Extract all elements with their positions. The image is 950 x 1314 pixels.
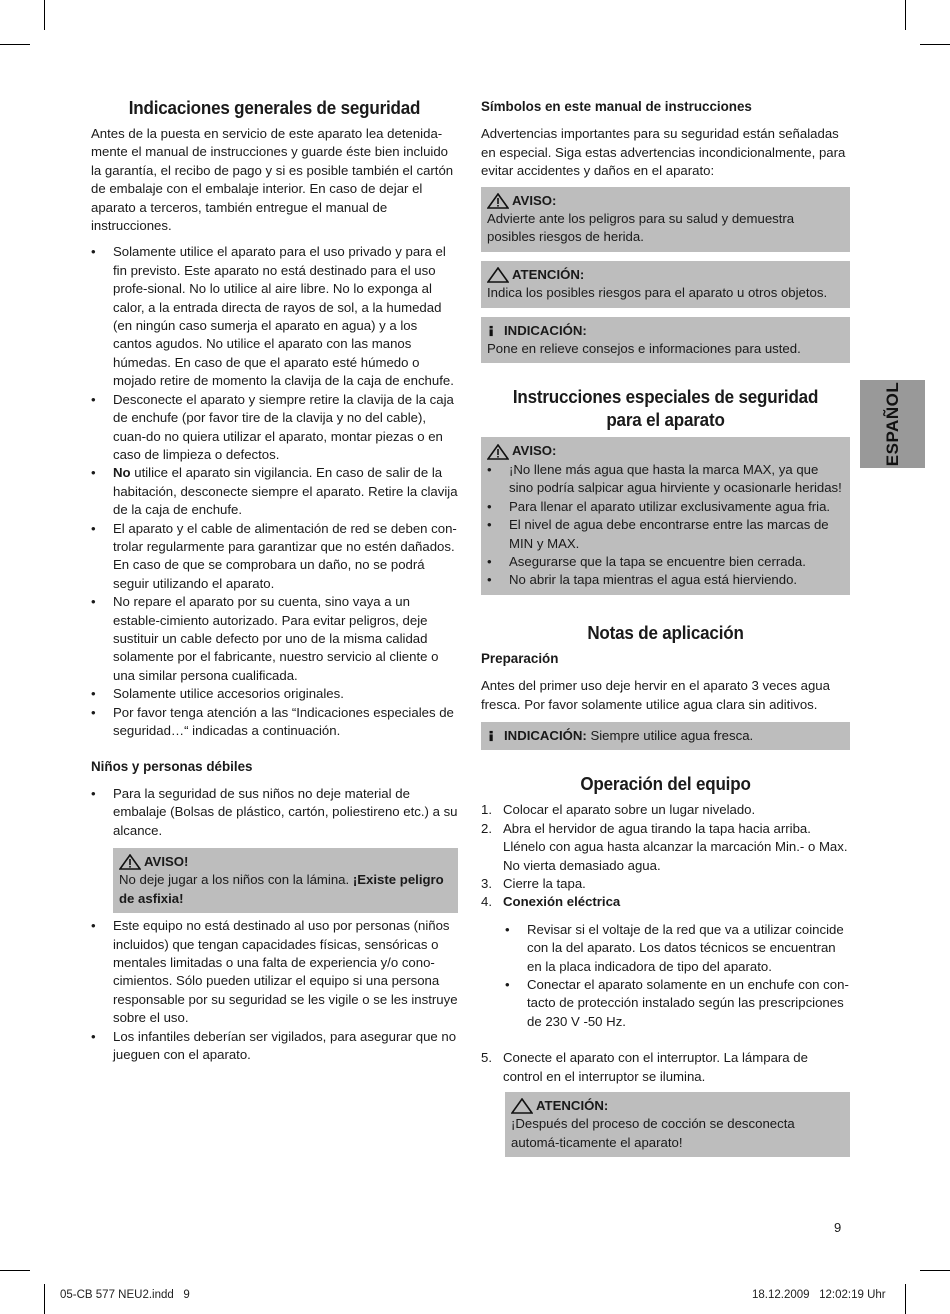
step-item: [481, 801, 850, 819]
step-item: [481, 875, 850, 893]
step-item: [481, 1049, 850, 1086]
page-number: 9: [834, 1220, 842, 1235]
list-item: • No abrir la tapa mientras el agua está hierviendo.: [487, 571, 844, 589]
left-column: [91, 96, 458, 1065]
final-atencion-box: [505, 1092, 850, 1157]
list-item: • Solamente utilice accesorios originales.: [91, 685, 458, 703]
list-item: • Este equipo no está destinado al uso por personas (niños incluidos) que tengan capacidades físicas, sensóricas o mentales limitadas o una falta de experiencia y/o cono-cimientos. Sólo pueden utilizar el equipo si una persona responsable por su seguridad se les vigile o se les instruye sobre el uso.: [91, 917, 458, 1027]
notas-title: Notas de aplicación: [587, 621, 744, 643]
crop-mark: [0, 1270, 30, 1271]
step-number: 5.: [481, 1050, 492, 1066]
box-title: AVISO:: [512, 443, 557, 459]
list-item: • Revisar si el voltaje de la red que va a utilizar coincide con la del aparato. Los datos técnicos se encuentran en la placa indicadora de tipo del aparato.: [505, 921, 850, 976]
especiales-title-line2: para el aparato: [606, 409, 725, 431]
box-title: AVISO:: [512, 192, 557, 208]
step-text: Colocar el aparato sobre un lugar nivelado.: [503, 802, 756, 818]
language-tab: [860, 380, 925, 468]
list-item: • Conectar el aparato solamente en un enchufe con con-tacto de protección instalado según las prescripciones de 230 V -50 Hz.: [505, 976, 850, 1031]
box-title: ATENCIÓN:: [512, 266, 585, 282]
indicacion-legend-box: [481, 317, 850, 364]
crop-mark: [44, 0, 45, 30]
especiales-aviso-box: [481, 437, 850, 594]
step-text: Conecte el aparato con el interruptor. La lámpara de control en el interruptor se ilumina.: [503, 1050, 808, 1084]
list-item: [91, 464, 458, 519]
list-item: • Por favor tenga atención a las “Indicaciones especiales de seguridad…“ indicadas a continuación.: [91, 704, 458, 741]
list-item: • Asegurarse que la tapa se encuentre bien cerrada.: [487, 553, 844, 571]
especiales-title: [496, 385, 835, 431]
list-item-text: utilice el aparato sin vigilancia. En caso de salir de la habitación, desconecte siempre el aparato. Retire la clavija de la caja de enchufe.: [113, 465, 458, 518]
aviso-title: AVISO!: [144, 854, 189, 870]
ninos-title: Niños y personas débiles: [91, 759, 253, 775]
step-item: [481, 893, 850, 911]
operacion-steps-2: [481, 1049, 850, 1086]
right-column: [481, 96, 850, 1157]
ninos-list-2: [91, 917, 458, 1064]
box-text: Siempre utilice agua fresca.: [586, 727, 754, 743]
list-item: • Solamente utilice el aparato para el uso privado y para el fin previsto. Este aparato no está destinado para el uso profe-sional. No lo utilice al aire libre. No lo exponga al calor, a la entrada directa de rayos de sol, a la humedad (en ningún caso sumerja el aparato en agua) y a los cantos agudos. No utilice el aparato con las manos húmedas. En caso de que el aparato esté húmedo o mojado retire de momento la clavija de la caja de enchufe.: [91, 243, 458, 390]
step-number: 3.: [481, 875, 492, 891]
caution-icon: [511, 1098, 533, 1114]
box-text: Pone en relieve consejos e informaciones para usted.: [487, 341, 801, 357]
atencion-legend-box: [481, 261, 850, 308]
caution-icon: [487, 267, 509, 283]
preparacion-text: Antes del primer uso deje hervir en el aparato 3 veces agua fresca. Por favor solamente utilice agua clara sin aditivos.: [481, 678, 830, 712]
bold-no: No: [113, 465, 131, 481]
especiales-title-line1: Instrucciones especiales de seguridad: [512, 386, 819, 408]
box-text: Indica los posibles riesgos para el aparato u otros objetos.: [487, 285, 828, 301]
box-title: INDICACIÓN:: [504, 322, 587, 338]
step-text: Cierre la tapa.: [503, 875, 586, 891]
info-icon: [487, 728, 501, 744]
step-text: Abra el hervidor de agua tirando la tapa hacia arriba. Llénelo con agua hasta alcanzar la marcación Min.- o Max. No vierta demasiado agua.: [503, 820, 848, 873]
step-item: [481, 820, 850, 875]
language-tab-label: ESPAÑOL: [882, 381, 902, 467]
simbolos-title: Símbolos en este manual de instrucciones: [481, 99, 752, 114]
list-item: • Para la seguridad de sus niños no deje material de embalaje (Bolsas de plástico, cartón, poliestireno etc.) a su alcance.: [91, 785, 458, 840]
slug-left: 05-CB 577 NEU2.indd 9: [60, 1289, 190, 1301]
crop-mark: [44, 1284, 45, 1314]
preparacion-indicacion-box: [481, 722, 850, 750]
safety-title: Indicaciones generales de seguridad: [128, 97, 421, 118]
aviso-bold: ¡Existe peligro de asfixia!: [119, 872, 444, 906]
especiales-list: [487, 461, 844, 590]
list-item: • Desconecte el aparato y siempre retire la clavija de la caja de enchufe (por favor tire de la clavija y no del cable), cuan-do no quiera utilizar el aparato, montar piezas o en caso de limpieza o defectos.: [91, 391, 458, 465]
warning-icon: [119, 854, 141, 870]
safety-list: [91, 243, 458, 740]
slug-right: 18.12.2009 12:02:19 Uhr: [752, 1289, 886, 1301]
crop-mark: [905, 0, 906, 30]
crop-mark: [905, 1284, 906, 1314]
box-text: ¡Después del proceso de cocción se desconecta automá-ticamente el aparato!: [511, 1116, 795, 1150]
simbolos-text: Advertencias importantes para su seguridad están señaladas en especial. Siga estas advertencias incondicionalmente, para evitar accidentes y daños en el aparato:: [481, 126, 846, 179]
info-icon: [487, 323, 501, 339]
crop-mark: [920, 1270, 950, 1271]
operacion-title: Operación del equipo: [580, 773, 751, 795]
list-item: • El aparato y el cable de alimentación de red se deben con-trolar regularmente para garantizar que no estén dañados. En caso de que se comprobara un daño, no se podrá seguir utilizando el aparato.: [91, 520, 458, 594]
list-item: • Los infantiles deberían ser vigilados, para asegurar que no jueguen con el aparato.: [91, 1028, 458, 1065]
list-item: • Para llenar el aparato utilizar exclusivamente agua fria.: [487, 498, 844, 516]
preparacion-title: Preparación: [481, 650, 559, 666]
intro-text: Antes de la puesta en servicio de este aparato lea detenida-mente el manual de instrucciones y guarde éste bien incluido la garantía, el recibo de pago y si es posible también el cartón de embalaje con el embalaje interior. En caso de dejar el aparato a terceros, también entregue el manual de instrucciones.: [91, 126, 454, 234]
step-number: 2.: [481, 820, 492, 836]
list-item: • ¡No llene más agua que hasta la marca MAX, ya que sino podría salpicar agua hirviente y ocasionarle heridas!: [487, 461, 844, 498]
warning-icon: [487, 444, 509, 460]
ninos-list: [91, 785, 458, 840]
aviso-box: [113, 848, 458, 913]
crop-mark: [920, 44, 950, 45]
box-text: Advierte ante los peligros para su salud y demuestra posibles riesgos de herida.: [487, 211, 795, 245]
aviso-text: No deje jugar a los niños con la lámina.: [119, 872, 353, 888]
list-item: • El nivel de agua debe encontrarse entre las marcas de MIN y MAX.: [487, 516, 844, 553]
box-title: ATENCIÓN:: [536, 1098, 609, 1114]
crop-mark: [0, 44, 30, 45]
operacion-steps: [481, 801, 850, 911]
box-title: INDICACIÓN:: [504, 727, 587, 743]
step-title: Conexión eléctrica: [503, 894, 621, 910]
list-item: • No repare el aparato por su cuenta, sino vaya a un estable-cimiento autorizado. Para evitar peligros, deje sustituir un cable defecto por uno de la misma calidad solamente por el fabricante, nuestro servicio al cliente o una similar persona cualificada.: [91, 593, 458, 685]
step-number: 4.: [481, 894, 492, 910]
conexion-list: [505, 921, 850, 1031]
step-number: 1.: [481, 802, 492, 818]
aviso-legend-box: [481, 187, 850, 252]
warning-icon: [487, 193, 509, 209]
